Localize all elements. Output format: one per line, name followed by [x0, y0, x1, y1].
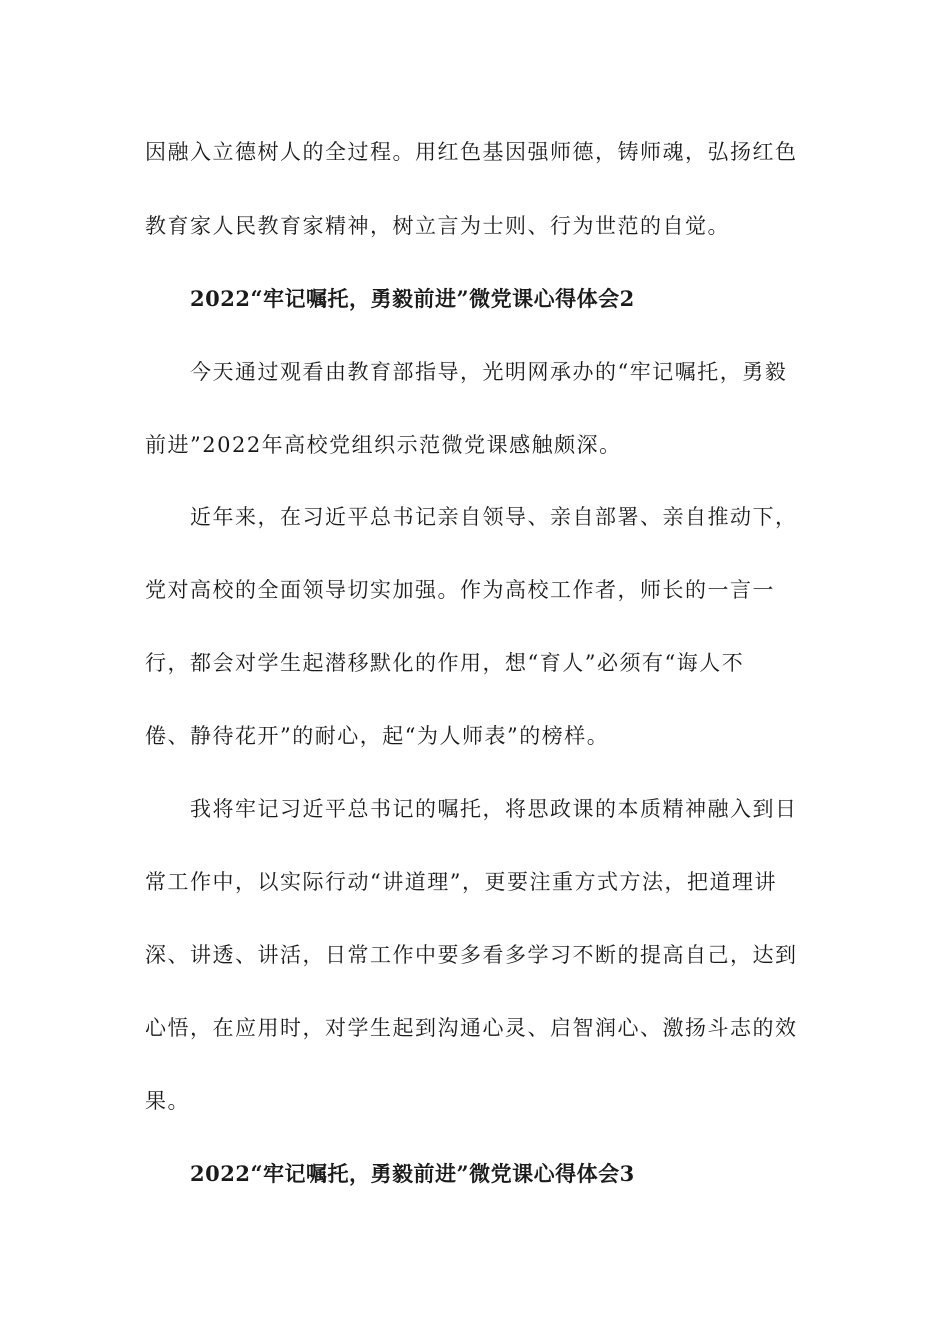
paragraph-line: 心悟，在应用时，对学生起到沟通心灵、启智润心、激扬斗志的效 [145, 1016, 798, 1040]
paragraph-line: 因融入立德树人的全过程。用红色基因强师德，铸师魂，弘扬红色 [145, 140, 798, 164]
paragraph-line: 行，都会对学生起潜移默化的作用，想“育人”必须有“诲人不 [145, 651, 745, 675]
paragraph-line: 常工作中，以实际行动“讲道理”，更要注重方式方法，把道理讲 [145, 870, 777, 894]
paragraph-line: 今天通过观看由教育部指导，光明网承办的“牢记嘱托，勇毅 [190, 360, 788, 384]
paragraph-line: 近年来，在习近平总书记亲自领导、亲自部署、亲自推动下， [190, 505, 798, 529]
paragraph-line: 教育家人民教育家精神，树立言为士则、行为世范的自觉。 [145, 214, 730, 238]
section-heading: 2022“牢记嘱托，勇毅前进”微党课心得体会3 [190, 1161, 635, 1186]
paragraph-line: 倦、静待花开”的耐心，起“为人师表”的榜样。 [145, 724, 610, 748]
paragraph-line: 果。 [145, 1089, 190, 1113]
paragraph-line: 深、讲透、讲活，日常工作中要多看多学习不断的提高自己，达到 [145, 943, 798, 967]
section-heading: 2022“牢记嘱托，勇毅前进”微党课心得体会2 [190, 286, 635, 311]
paragraph-line: 党对高校的全面领导切实加强。作为高校工作者，师长的一言一 [145, 578, 775, 602]
paragraph-line: 前进”2022年高校党组织示范微党课感触颇深。 [145, 433, 622, 457]
paragraph-line: 我将牢记习近平总书记的嘱托，将思政课的本质精神融入到日 [190, 797, 798, 821]
